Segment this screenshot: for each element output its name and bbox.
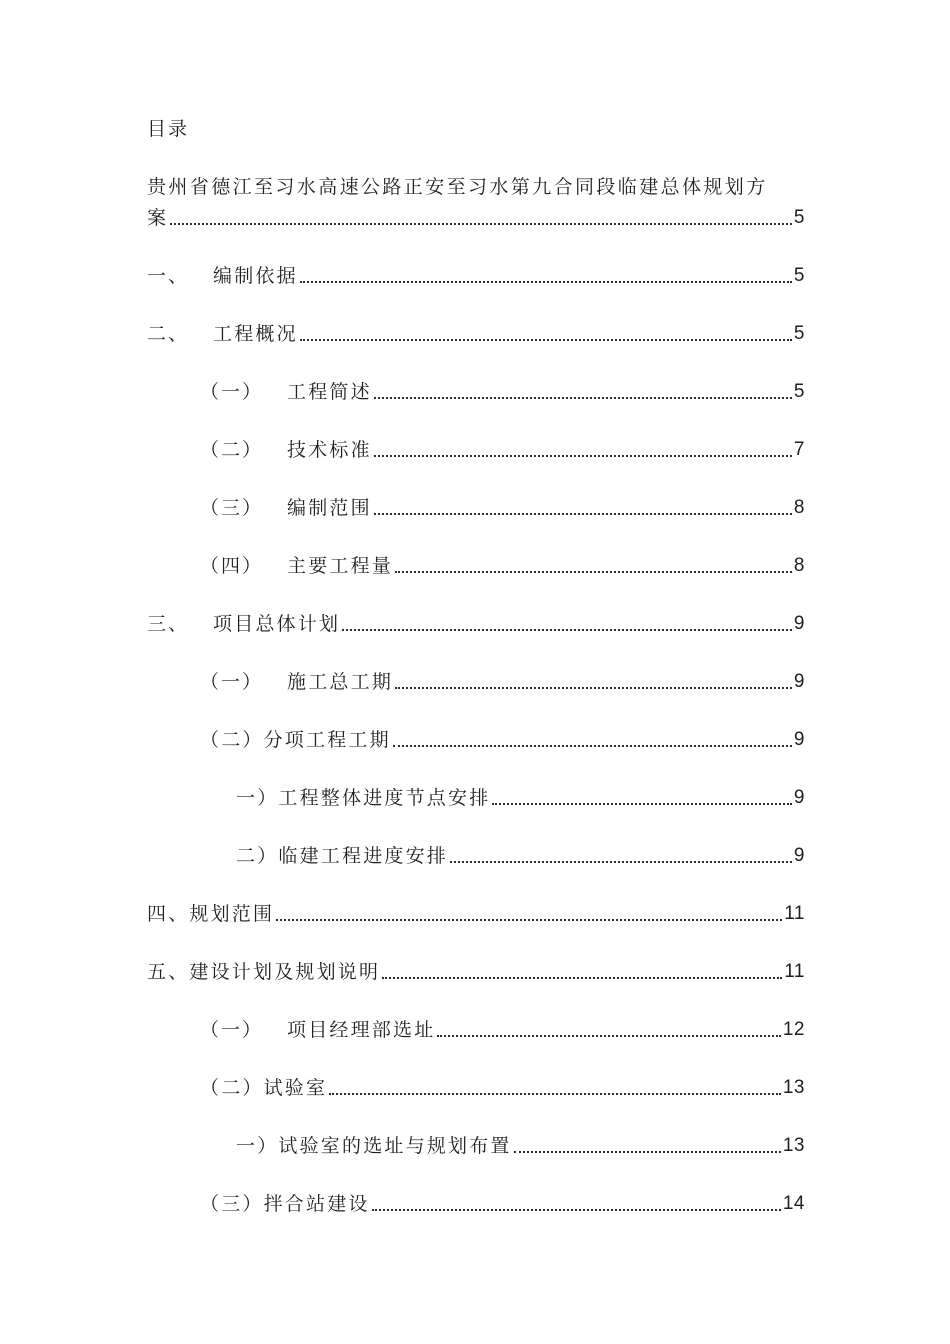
toc-entry-page: 12 [782,1019,805,1040]
toc-entry-title: 编制依据 [213,265,298,287]
toc-entry-title: 项目经理部选址 [287,1019,436,1041]
toc-entry-page: 5 [793,207,805,228]
toc-entry-title: （三）拌合站建设 [200,1193,370,1215]
toc-entry-page: 5 [793,323,805,344]
dot-leader [170,223,792,225]
toc-entry-page: 5 [793,381,805,402]
toc-entry[interactable] [236,1131,805,1159]
toc-entry-page: 9 [793,671,805,692]
dot-leader [372,1209,781,1211]
dot-leader [393,745,792,747]
toc-entry-title: 五、建设计划及规划说明 [147,961,381,983]
toc-entry-number: （二） [200,439,264,461]
toc-entry-number: 三、 [147,613,190,635]
toc-entry-page: 5 [793,265,805,286]
toc-entry-title: 工程简述 [287,381,372,403]
toc-entry-title: （二）试验室 [200,1077,328,1099]
dot-leader [492,803,792,805]
toc-entry-title: 一）工程整体进度节点安排 [236,787,491,809]
toc-entry-page: 11 [784,961,805,982]
dot-leader [374,513,792,515]
toc-entry[interactable] [147,899,805,927]
toc-entry-title: 施工总工期 [287,671,394,693]
toc-entry-page: 9 [793,787,805,808]
toc-entry[interactable] [200,551,805,579]
dot-leader [300,339,792,341]
toc-entry-title: 二）临建工程进度安排 [236,845,449,867]
toc-entry-title: 项目总体计划 [213,613,341,635]
toc-entry[interactable] [200,1189,805,1217]
dot-leader [450,861,792,863]
toc-entry-number: （一） [200,381,264,403]
toc-entry[interactable] [147,319,805,347]
toc-entry-number: 一、 [147,265,190,287]
toc-entry[interactable] [147,203,805,231]
toc-entry[interactable] [147,609,805,637]
toc-entry[interactable] [200,667,805,695]
dot-leader [276,919,782,921]
toc-entry-page: 8 [793,555,805,576]
toc-entry[interactable] [200,1073,805,1101]
toc-entry-number: 二、 [147,323,190,345]
toc-entry-title-line1: 贵州省德江至习水高速公路正安至习水第九合同段临建总体规划方 [147,176,768,198]
toc-entry[interactable] [200,377,805,405]
toc-entry-page: 8 [793,497,805,518]
toc-entry-number: （三） [200,497,264,519]
toc-entry[interactable] [200,725,805,753]
toc-entry[interactable] [200,1015,805,1043]
toc-entry[interactable] [200,493,805,521]
dot-leader [374,455,792,457]
toc-entry-page: 13 [782,1135,805,1156]
dot-leader [437,1035,780,1037]
dot-leader [395,687,792,689]
dot-leader [342,629,792,631]
toc-entry-title: 案 [147,207,169,229]
toc-entry-page: 14 [782,1193,805,1214]
toc-entry-number: （一） [200,1019,264,1041]
toc-entry-page: 9 [793,729,805,750]
dot-leader [382,977,782,979]
dot-leader [514,1151,781,1153]
dot-leader [329,1093,781,1095]
toc-entry-page: 7 [793,439,805,460]
toc-entry[interactable] [236,783,805,811]
toc-entry-number: （一） [200,671,264,693]
toc-entry[interactable] [147,261,805,289]
toc-entry[interactable] [200,435,805,463]
toc-entry-title: 技术标准 [287,439,372,461]
toc-entry-page: 9 [793,613,805,634]
toc-entry-page: 11 [784,903,805,924]
toc-entry[interactable] [147,957,805,985]
toc-entry-title: 一）试验室的选址与规划布置 [236,1135,512,1157]
toc-entry-title: （二）分项工程工期 [200,729,391,751]
toc-heading: 目录 [147,118,190,140]
toc-entry-title: 工程概况 [213,323,298,345]
toc-entry-title: 主要工程量 [287,555,394,577]
toc-entry-title: 编制范围 [287,497,372,519]
toc-entry-title: 四、规划范围 [147,903,275,925]
toc-entry[interactable] [236,841,805,869]
toc-entry-number: （四） [200,555,264,577]
dot-leader [374,397,792,399]
toc-entry-page: 13 [782,1077,805,1098]
toc-entry-page: 9 [793,845,805,866]
dot-leader [300,281,792,283]
dot-leader [395,571,792,573]
